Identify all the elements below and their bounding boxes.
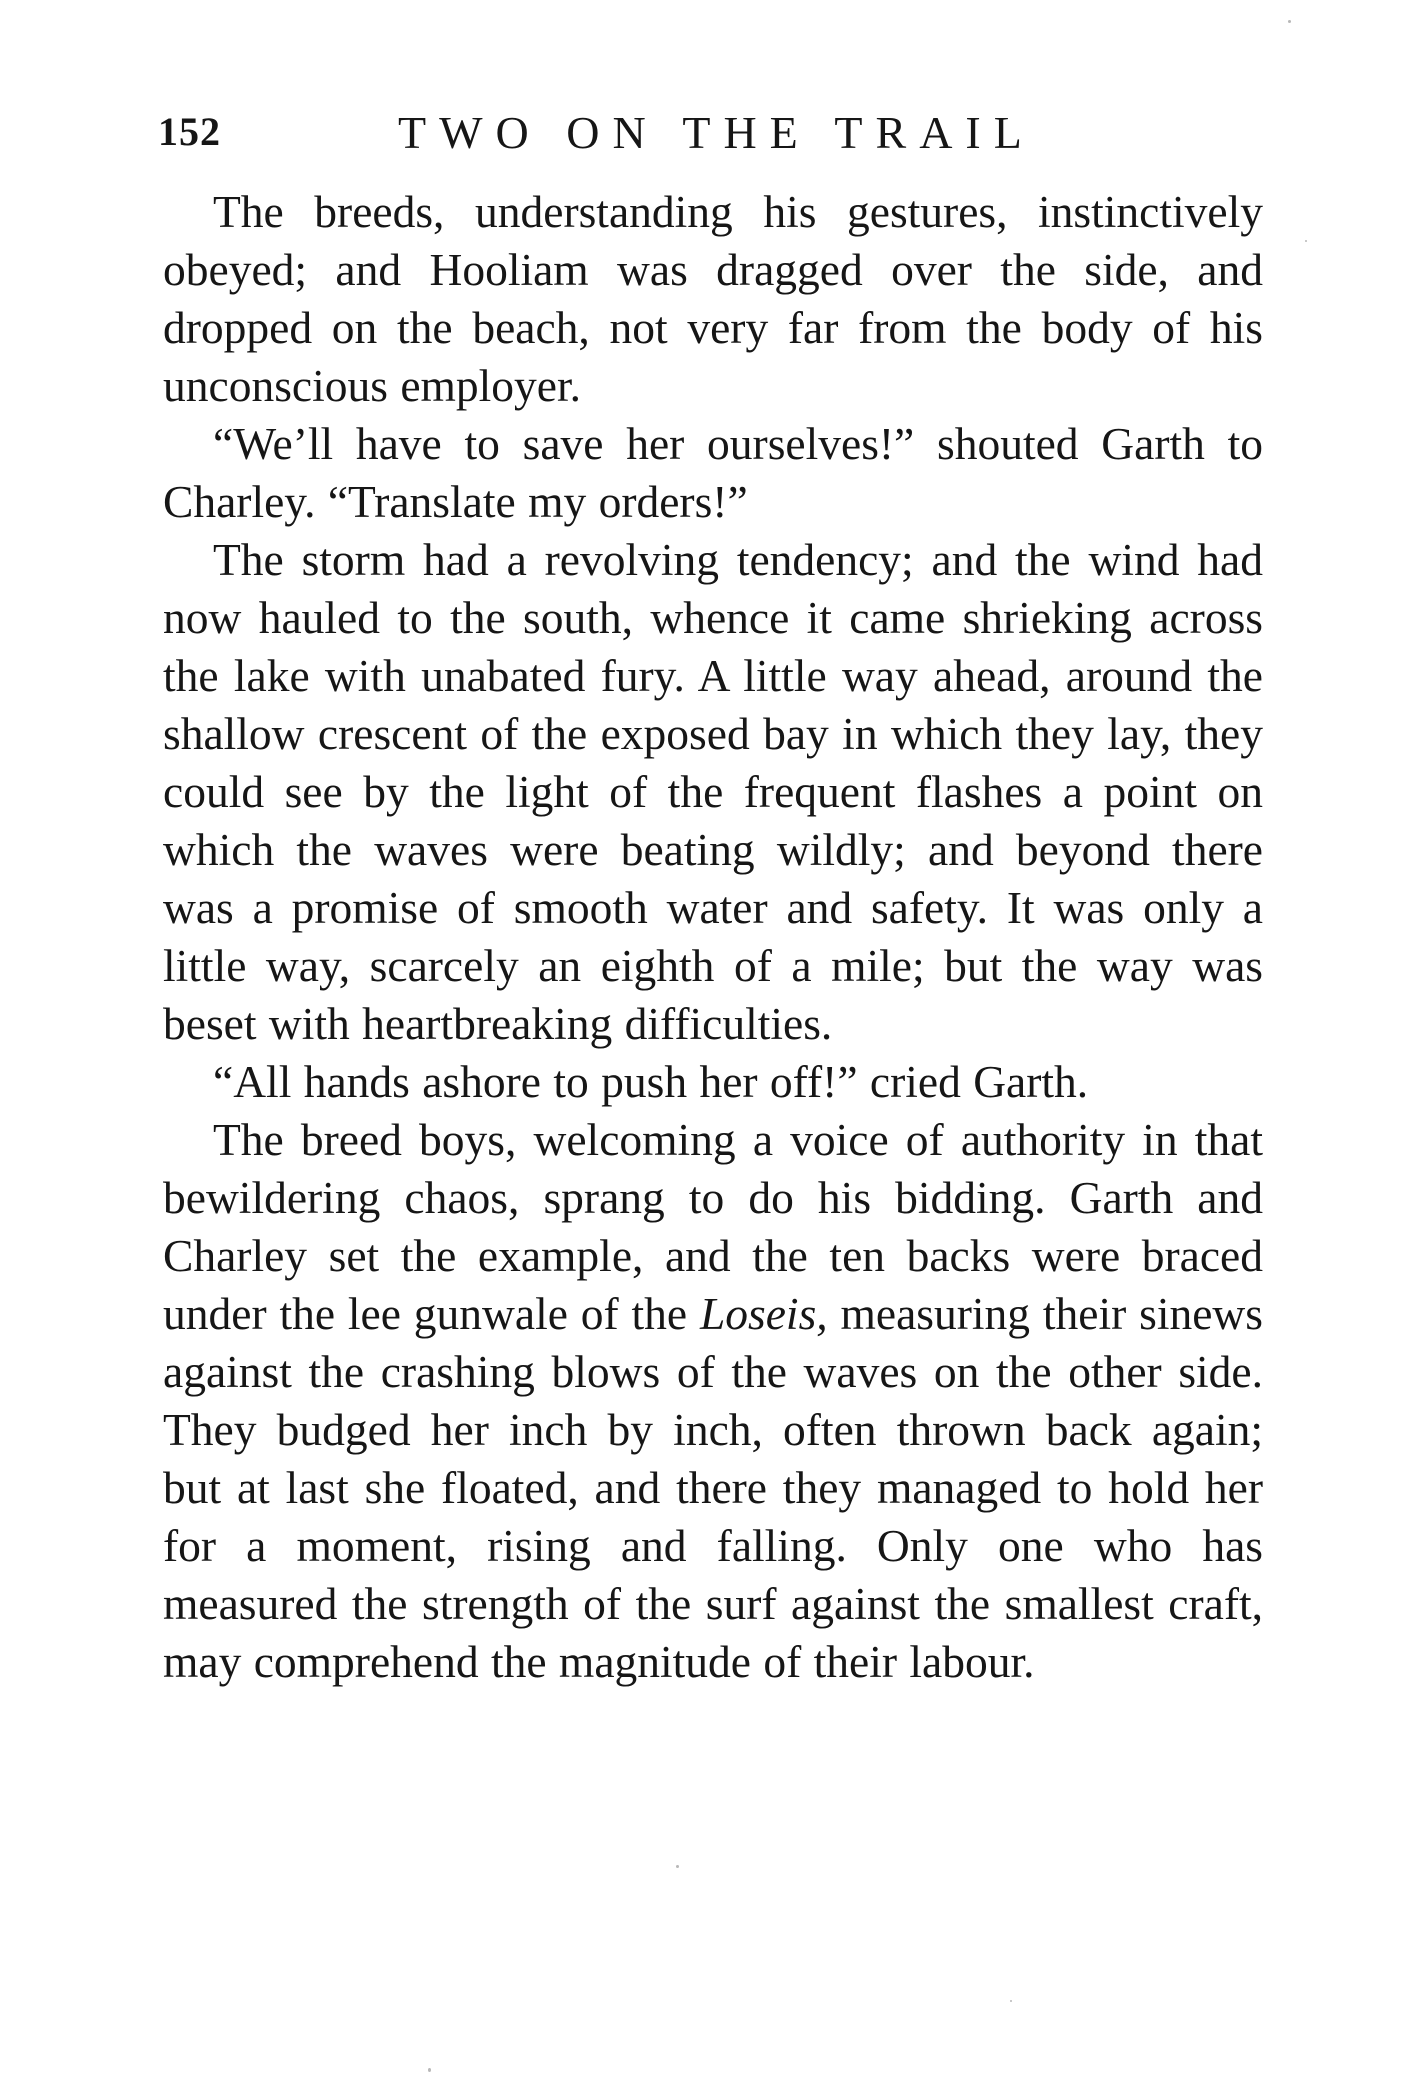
paper-speck: [1010, 2000, 1012, 2002]
ship-name-italic: Loseis,: [699, 1288, 828, 1339]
paper-speck: [676, 1865, 679, 1868]
paragraph-2: “We’ll have to save her ourselves!” shouted Garth to Charley. “Translate my orders!”: [163, 418, 1263, 527]
paragraph-3: The storm had a revolving tendency; and the wind had now hauled to the south, whence it came shrieking across the lake with unabated fury. A little way ahead, around the shallow crescent of the exposed bay in which they lay, they could see by the light of the frequent flashes a point on which the waves were beating wildly; and beyond there was a promise of smooth water and safety. It was only a little way, scarcely an eighth of a mile; but the way was beset with heartbreaking difficulties.: [163, 534, 1263, 1049]
body-text: [163, 183, 1263, 1691]
paper-speck: [428, 2068, 431, 2072]
paragraph-4: “All hands ashore to push her off!” cried Garth.: [213, 1056, 1089, 1107]
paragraph-1: The breeds, understanding his gestures, instinctively obeyed; and Hooliam was dragged over the side, and dropped on the beach, not very far from the body of his unconscious employer.: [163, 186, 1263, 411]
paragraph-5-text-before: The breed boys, welcoming a voice of authority in that bewildering chaos, sprang to do his bidding. Garth and Charley set the example, and the ten backs were braced under the lee gunwale of the: [163, 1114, 1263, 1339]
paper-speck: [1305, 240, 1307, 242]
page-number: 152: [158, 109, 221, 154]
paragraph-5-text-after: measuring their sinews against the crashing blows of the waves on the other side. They budged her inch by inch, often thrown back again; but at last she floated, and there they managed to hold her for a moment, rising and falling. Only one who has measured the strength of the surf against the smallest craft, may comprehend the magnitude of their labour.: [163, 1288, 1263, 1687]
page-header: [158, 102, 1262, 162]
running-title: TWO ON THE TRAIL: [398, 107, 1035, 158]
paragraph-5: [163, 1111, 1263, 1691]
paper-speck: [1288, 20, 1291, 23]
